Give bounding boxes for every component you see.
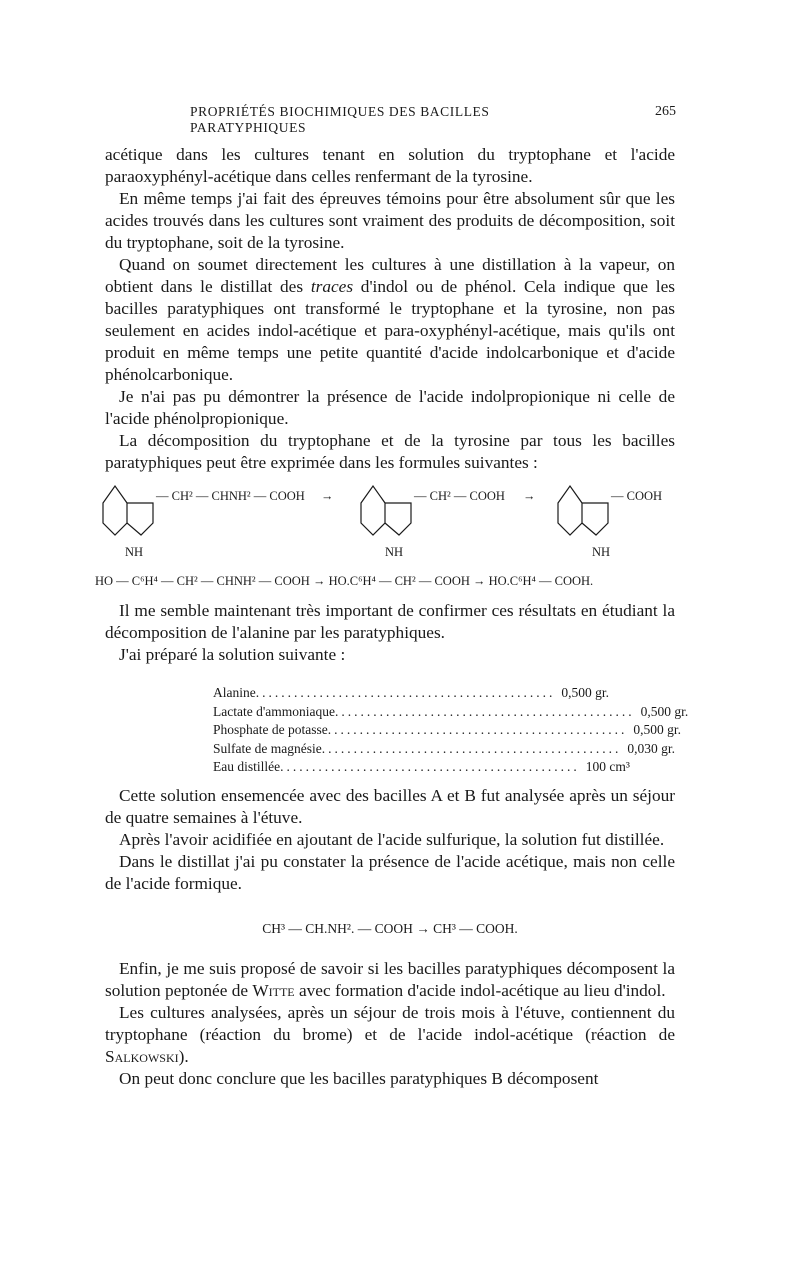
nh-label: NH xyxy=(125,545,144,559)
text-run: Enfin, je me suis proposé de savoir si les bacilles paratyphiques décomposent la solution peptonée de xyxy=(105,959,675,1000)
paragraph: Dans le distillat j'ai pu constater la présence de l'acide acétique, mais non celle de l'acide formique. xyxy=(105,852,675,893)
side-chain: — COOH xyxy=(611,489,663,503)
nh-label: NH xyxy=(592,545,611,559)
body-text-top xyxy=(105,144,675,474)
ingredient-name: Alanine xyxy=(213,685,256,700)
ingredient-name: Eau distillée xyxy=(213,759,281,774)
leader-dots: ............................................... xyxy=(255,685,556,700)
body-text-end xyxy=(105,958,675,1090)
page-number: 265 xyxy=(655,104,676,119)
paragraph: acétique dans les cultures tenant en solution du tryptophane et l'acide paraoxyphényl-acétique dans celles renfermant de la tyrosine. xyxy=(105,145,675,186)
text-run: Les cultures analysées, après un séjour de trois mois à l'étuve, contiennent du tryptophane (réaction du brome) et de l'acide indol-acétique (réaction de xyxy=(105,1003,675,1044)
leader-dots: ............................................... xyxy=(321,740,622,756)
text-run: avec formation d'acide indol-acétique au lieu d'indol. xyxy=(294,981,666,1000)
author-name: Salkowski xyxy=(105,1047,179,1066)
author-name: Witte xyxy=(252,981,295,1000)
paragraph: Après l'avoir acidifiée en ajoutant de l'acide sulfurique, la solution fut distillée. xyxy=(119,830,665,849)
ingredient-name: Lactate d'ammoniaque xyxy=(213,703,336,719)
phenol-formula: HO — C⁶H⁴ — CH² — CHNH² — COOH → HO.C⁶H⁴ — CH² — COOH → HO.C⁶H⁴ — COOH. xyxy=(95,574,594,588)
arrow: → xyxy=(321,489,334,503)
recipe-table xyxy=(213,684,689,777)
indole-ring-structure xyxy=(103,486,153,535)
text-run: d'indol ou de phénol. Cela indique que les bacilles paratyphiques ont transformé le tryptophane et la tyrosine, non pas seulement en acides indol-acétique et para-oxyphényl-acétique, mais qu'ils ont produit en même temps une petite quantité d'acide indolcarbonique et d'acide phénolcarbonique. xyxy=(105,277,675,384)
paragraph: Il me semble maintenant très important de confirmer ces résultats en étudiant la décomposition de l'alanine par les paratyphiques. xyxy=(105,601,675,642)
recipe-row xyxy=(213,703,689,722)
leader-dots: ............................................... xyxy=(280,759,580,774)
ingredient-name: Phosphate de potasse xyxy=(213,722,328,737)
paragraph xyxy=(105,1002,675,1068)
paragraph: En même temps j'ai fait des épreuves témoins pour être absolument sûr que les acides trouvés dans les cultures sont vraiment des produits de décomposition, soit du tryptophane, soit de la tyrosine. xyxy=(105,189,675,252)
indole-formula xyxy=(95,478,695,598)
side-chain: — CH² — CHNH² — COOH xyxy=(156,489,305,503)
running-head: PROPRIÉTÉS BIOCHIMIQUES DES BACILLES PARATYPHIQUES xyxy=(190,104,490,135)
paragraph: La décomposition du tryptophane et de la tyrosine par tous les bacilles paratyphiques peut être exprimée dans les formules suivantes : xyxy=(105,431,675,472)
paragraph: On peut donc conclure que les bacilles paratyphiques B décomposent xyxy=(119,1069,599,1088)
ingredient-quantity: 0,500 gr. xyxy=(633,722,681,737)
paragraph: Cette solution ensemencée avec des bacilles A et B fut analysée après un séjour de quatre semaines à l'étuve. xyxy=(105,786,675,827)
leader-dots: ............................................... xyxy=(327,722,628,737)
ingredient-name: Sulfate de magnésie xyxy=(213,740,322,756)
side-chain: — CH² — COOH xyxy=(414,489,505,503)
leader-dots: ............................................... xyxy=(335,703,635,719)
paragraph xyxy=(105,958,675,1002)
recipe-row xyxy=(213,721,681,740)
indole-ring-structure xyxy=(361,486,411,535)
ingredient-quantity: 0,030 gr. xyxy=(627,740,675,756)
body-text-mid xyxy=(105,600,675,666)
nh-label: NH xyxy=(385,545,404,559)
recipe-row xyxy=(213,740,675,759)
recipe-row xyxy=(213,758,630,777)
body-text-bottom xyxy=(105,785,675,895)
text-run: ). xyxy=(178,1047,189,1066)
alanine-equation: CH³ — CH.NH². — COOH → CH³ — COOH. xyxy=(262,921,518,936)
text-run: Quand on soumet directement les cultures à une distillation à la vapeur, on obtient dans le distillat des xyxy=(105,255,675,296)
indole-ring-structure xyxy=(558,486,608,535)
ingredient-quantity: 100 cm³ xyxy=(585,759,630,774)
emphasis: traces xyxy=(310,277,354,296)
paragraph: J'ai préparé la solution suivante : xyxy=(119,645,346,664)
paragraph: Je n'ai pas pu démontrer la présence de l'acide indolpropionique ni celle de l'acide phénolpropionique. xyxy=(105,387,675,428)
paragraph xyxy=(105,254,675,386)
recipe-row xyxy=(213,684,610,703)
ingredient-quantity: 0,500 gr. xyxy=(640,703,689,719)
ingredient-quantity: 0,500 gr. xyxy=(561,685,610,700)
arrow: → xyxy=(523,489,536,503)
